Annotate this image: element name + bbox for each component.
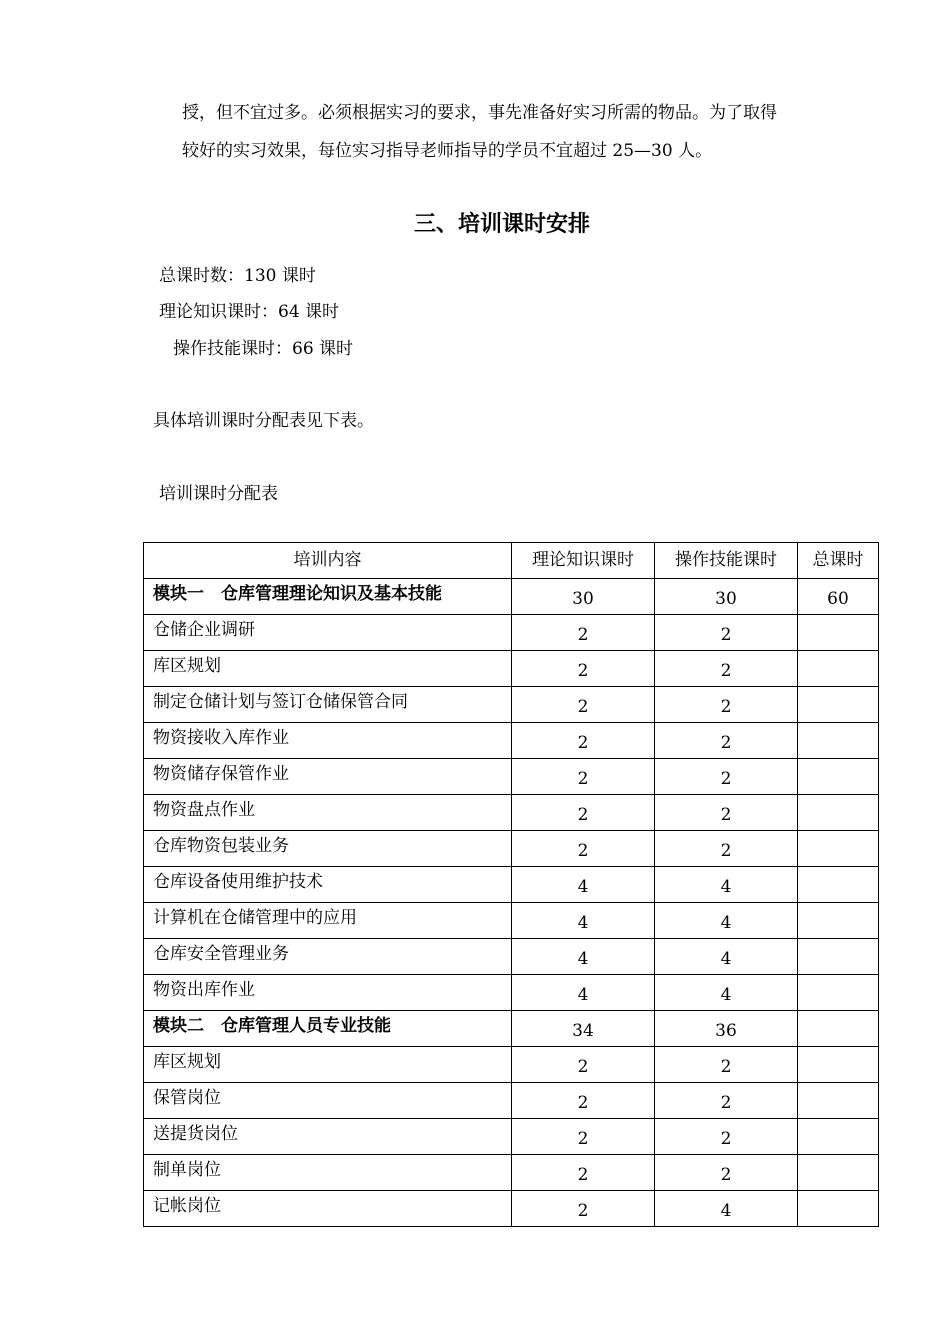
row-practice: 2 (655, 1155, 798, 1191)
table-row (144, 1155, 879, 1191)
row-total (798, 975, 879, 1011)
intro-line-1: 授，但不宜过多。必须根据实习的要求，事先准备好实习所需的物品。为了取得 (182, 103, 777, 123)
table-row (144, 759, 879, 795)
row-total (798, 687, 879, 723)
row-practice: 2 (655, 615, 798, 651)
row-total (798, 939, 879, 975)
row-theory: 2 (512, 1047, 655, 1083)
summary-practice-hours: 操作技能课时：66 课时 (173, 339, 354, 359)
header-theory-hours: 理论知识课时 (512, 543, 655, 579)
row-practice: 4 (655, 903, 798, 939)
row-total (798, 1011, 879, 1047)
table-row (144, 831, 879, 867)
row-theory: 2 (512, 795, 655, 831)
intro-line-2: 较好的实习效果，每位实习指导老师指导的学员不宜超过 25—30 人。 (182, 141, 713, 161)
table-row (144, 1119, 879, 1155)
row-name: 模块二 仓库管理人员专业技能 (144, 1011, 512, 1047)
row-total (798, 615, 879, 651)
table-row (144, 1083, 879, 1119)
row-practice: 2 (655, 687, 798, 723)
row-name: 物资接收入库作业 (144, 723, 512, 759)
header-practice-hours: 操作技能课时 (655, 543, 798, 579)
row-practice: 4 (655, 867, 798, 903)
row-name: 库区规划 (144, 651, 512, 687)
row-practice: 2 (655, 759, 798, 795)
table-row (144, 1047, 879, 1083)
row-practice: 2 (655, 795, 798, 831)
table-row (144, 723, 879, 759)
row-theory: 4 (512, 867, 655, 903)
row-name: 计算机在仓储管理中的应用 (144, 903, 512, 939)
table-row (144, 975, 879, 1011)
table-row (144, 867, 879, 903)
row-total (798, 1155, 879, 1191)
row-theory: 34 (512, 1011, 655, 1047)
row-theory: 2 (512, 687, 655, 723)
row-practice: 30 (655, 579, 798, 615)
row-theory: 2 (512, 1155, 655, 1191)
table-row (144, 651, 879, 687)
row-theory: 30 (512, 579, 655, 615)
row-total (798, 867, 879, 903)
row-theory: 2 (512, 831, 655, 867)
row-practice: 2 (655, 1083, 798, 1119)
header-content: 培训内容 (144, 543, 512, 579)
row-practice: 2 (655, 831, 798, 867)
row-practice: 36 (655, 1011, 798, 1047)
row-name: 物资出库作业 (144, 975, 512, 1011)
row-practice: 2 (655, 651, 798, 687)
row-name: 物资盘点作业 (144, 795, 512, 831)
row-theory: 2 (512, 1191, 655, 1227)
row-theory: 4 (512, 903, 655, 939)
row-name: 模块一 仓库管理理论知识及基本技能 (144, 579, 512, 615)
table-caption: 培训课时分配表 (159, 484, 278, 504)
table-row (144, 795, 879, 831)
row-name: 制定仓储计划与签订仓储保管合同 (144, 687, 512, 723)
row-name: 库区规划 (144, 1047, 512, 1083)
row-practice: 4 (655, 975, 798, 1011)
table-reference-note: 具体培训课时分配表见下表。 (153, 411, 374, 431)
row-total (798, 1083, 879, 1119)
row-practice: 4 (655, 1191, 798, 1227)
row-total (798, 651, 879, 687)
row-name: 仓库物资包装业务 (144, 831, 512, 867)
summary-theory-hours: 理论知识课时：64 课时 (159, 302, 340, 322)
row-name: 物资储存保管作业 (144, 759, 512, 795)
row-total (798, 1047, 879, 1083)
row-theory: 2 (512, 723, 655, 759)
table-row (144, 939, 879, 975)
row-total (798, 759, 879, 795)
row-total (798, 795, 879, 831)
row-name: 仓库设备使用维护技术 (144, 867, 512, 903)
table-row-module (144, 1011, 879, 1047)
row-name: 保管岗位 (144, 1083, 512, 1119)
table-row-module (144, 579, 879, 615)
row-theory: 2 (512, 1119, 655, 1155)
row-practice: 2 (655, 1119, 798, 1155)
table-row (144, 687, 879, 723)
row-name: 仓库安全管理业务 (144, 939, 512, 975)
row-theory: 4 (512, 939, 655, 975)
summary-total-hours: 总课时数：130 课时 (159, 266, 316, 286)
row-theory: 4 (512, 975, 655, 1011)
table-row (144, 615, 879, 651)
row-practice: 4 (655, 939, 798, 975)
row-total (798, 1191, 879, 1227)
row-name: 记帐岗位 (144, 1191, 512, 1227)
table-row (144, 903, 879, 939)
row-theory: 2 (512, 651, 655, 687)
row-theory: 2 (512, 759, 655, 795)
row-total: 60 (798, 579, 879, 615)
row-practice: 2 (655, 1047, 798, 1083)
row-theory: 2 (512, 1083, 655, 1119)
row-total (798, 903, 879, 939)
row-name: 送提货岗位 (144, 1119, 512, 1155)
header-total-hours: 总课时 (798, 543, 879, 579)
row-practice: 2 (655, 723, 798, 759)
hours-allocation-table (143, 542, 879, 1227)
row-total (798, 723, 879, 759)
row-total (798, 831, 879, 867)
row-name: 仓储企业调研 (144, 615, 512, 651)
row-theory: 2 (512, 615, 655, 651)
section-title: 三、培训课时安排 (413, 212, 590, 237)
table-header-row (144, 543, 879, 579)
table-row (144, 1191, 879, 1227)
row-name: 制单岗位 (144, 1155, 512, 1191)
row-total (798, 1119, 879, 1155)
